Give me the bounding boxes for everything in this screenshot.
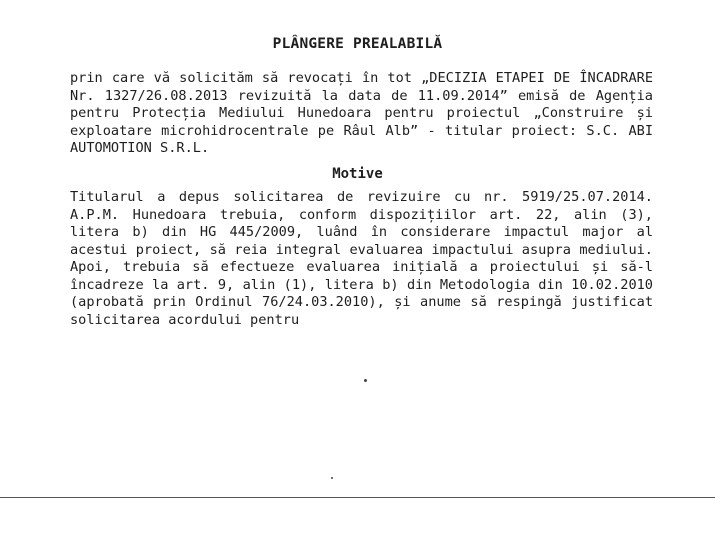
scan-speck: [364, 379, 367, 382]
document-title: PLÂNGERE PREALABILĂ: [272, 36, 443, 52]
intro-paragraph: prin care vă solicităm să revocați în tot „DECIZIA ETAPEI DE ÎNCADRARE Nr. 1327/26.08.2013 revizuită la data de 11.09.2014” emisă de Agenția pentru Protecția Mediului Hunedoara pentru proiectul „Construire și exploatare microhidrocentrale pe Râul Alb” - titular proiect: S.C. ABI AUTOMOTION S.R.L.: [70, 70, 653, 156]
scan-speck: [331, 477, 333, 479]
page-bottom-rule: [0, 497, 715, 498]
motive-heading: Motive: [332, 166, 383, 182]
motive-paragraph: Titularul a depus solicitarea de revizuire cu nr. 5919/25.07.2014. A.P.M. Hunedoara trebuia, conform dispozițiilor art. 22, alin (3), litera b) din HG 445/2009, luând în considerare impactul major al acestui proiect, să reia integral evaluarea impactului asupra mediului. Apoi, trebuia să efectueze evaluarea inițială a proiectului și să-l încadreze la art. 9, alin (1), litera b) din Metodologia din 10.02.2010 (aprobată prin Ordinul 76/24.03.2010), și anume să respingă justificat solicitarea acordului pentru: [70, 189, 653, 328]
